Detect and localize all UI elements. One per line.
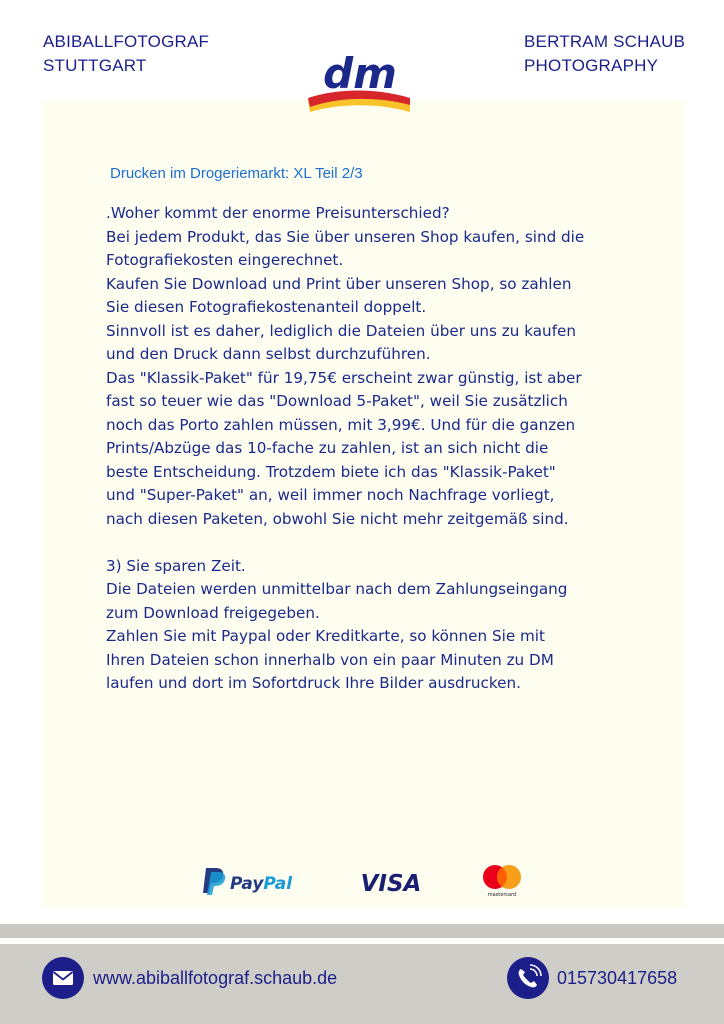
body-text	[106, 202, 646, 696]
header-right	[524, 30, 685, 78]
body-line: Fotografiekosten eingerechnet.	[106, 251, 344, 269]
body-line: Bei jedem Produkt, das Sie über unseren Shop kaufen, sind die	[106, 227, 585, 246]
body-line	[106, 531, 646, 555]
body-line: Prints/Abzüge das 10-fache zu zahlen, ist an sich nicht die	[106, 439, 549, 457]
body-line: Die Dateien werden unmittelbar nach dem Zahlungseingang	[106, 580, 568, 598]
website-link[interactable]: www.abiballfotograf.schaub.de	[93, 968, 338, 988]
paypal-text: PayPal	[230, 874, 293, 894]
body-line: 3) Sie sparen Zeit.	[106, 556, 246, 575]
visa-text: VISA	[360, 871, 422, 897]
phone-number[interactable]: 015730417658	[557, 968, 678, 988]
mail-icon	[42, 957, 84, 999]
visa-logo	[358, 867, 424, 897]
mastercard-text: mastercard	[487, 892, 517, 898]
body-line: .Woher kommt der enorme Preisunterschied?	[106, 204, 450, 222]
mastercard-logo	[479, 862, 525, 898]
body-line: Sinnvoll ist es daher, lediglich die Dateien über uns zu kaufen	[106, 321, 577, 340]
dm-logo	[306, 52, 414, 124]
body-line: noch das Porto zahlen müssen, mit 3,99€. Und für die ganzen	[106, 415, 576, 434]
header-left-line1: ABIBALLFOTOGRAF	[43, 32, 210, 51]
header-left-line2: STUTTGART	[43, 56, 147, 75]
body-line: Kaufen Sie Download und Print über unseren Shop, so zahlen	[106, 274, 572, 293]
dm-logo-text: dm	[323, 52, 397, 98]
phone-icon	[507, 957, 549, 999]
body-line: Das "Klassik-Paket" für 19,75€ erscheint zwar günstig, ist aber	[106, 368, 582, 387]
header-right-line2: PHOTOGRAPHY	[524, 56, 659, 75]
paypal-logo	[203, 864, 303, 898]
page-subtitle: Drucken im Drogeriemarkt: XL Teil 2/3	[110, 165, 363, 182]
body-line: Ihren Dateien schon innerhalb von ein paar Minuten zu DM	[106, 650, 554, 669]
body-line: zum Download freigegeben.	[106, 603, 320, 622]
header-right-line1: BERTRAM SCHAUB	[524, 32, 686, 51]
body-line: beste Entscheidung. Trotzdem biete ich das "Klassik-Paket"	[106, 462, 556, 481]
header-left	[43, 30, 209, 78]
body-line: und "Super-Paket" an, weil immer noch Nachfrage vorliegt,	[106, 486, 555, 504]
body-line: nach diesen Paketen, obwohl Sie nicht mehr zeitgemäß sind.	[106, 509, 569, 528]
body-line: Sie diesen Fotografiekostenanteil doppelt.	[106, 298, 427, 316]
body-line: laufen und dort im Sofortdruck Ihre Bilder ausdrucken.	[106, 674, 521, 692]
body-line: fast so teuer wie das "Download 5-Paket", weil Sie zusätzlich	[106, 392, 568, 410]
body-line: und den Druck dann selbst durchzuführen.	[106, 345, 431, 363]
body-line: Zahlen Sie mit Paypal oder Kreditkarte, so können Sie mit	[106, 627, 545, 645]
footer-divider	[0, 924, 724, 938]
